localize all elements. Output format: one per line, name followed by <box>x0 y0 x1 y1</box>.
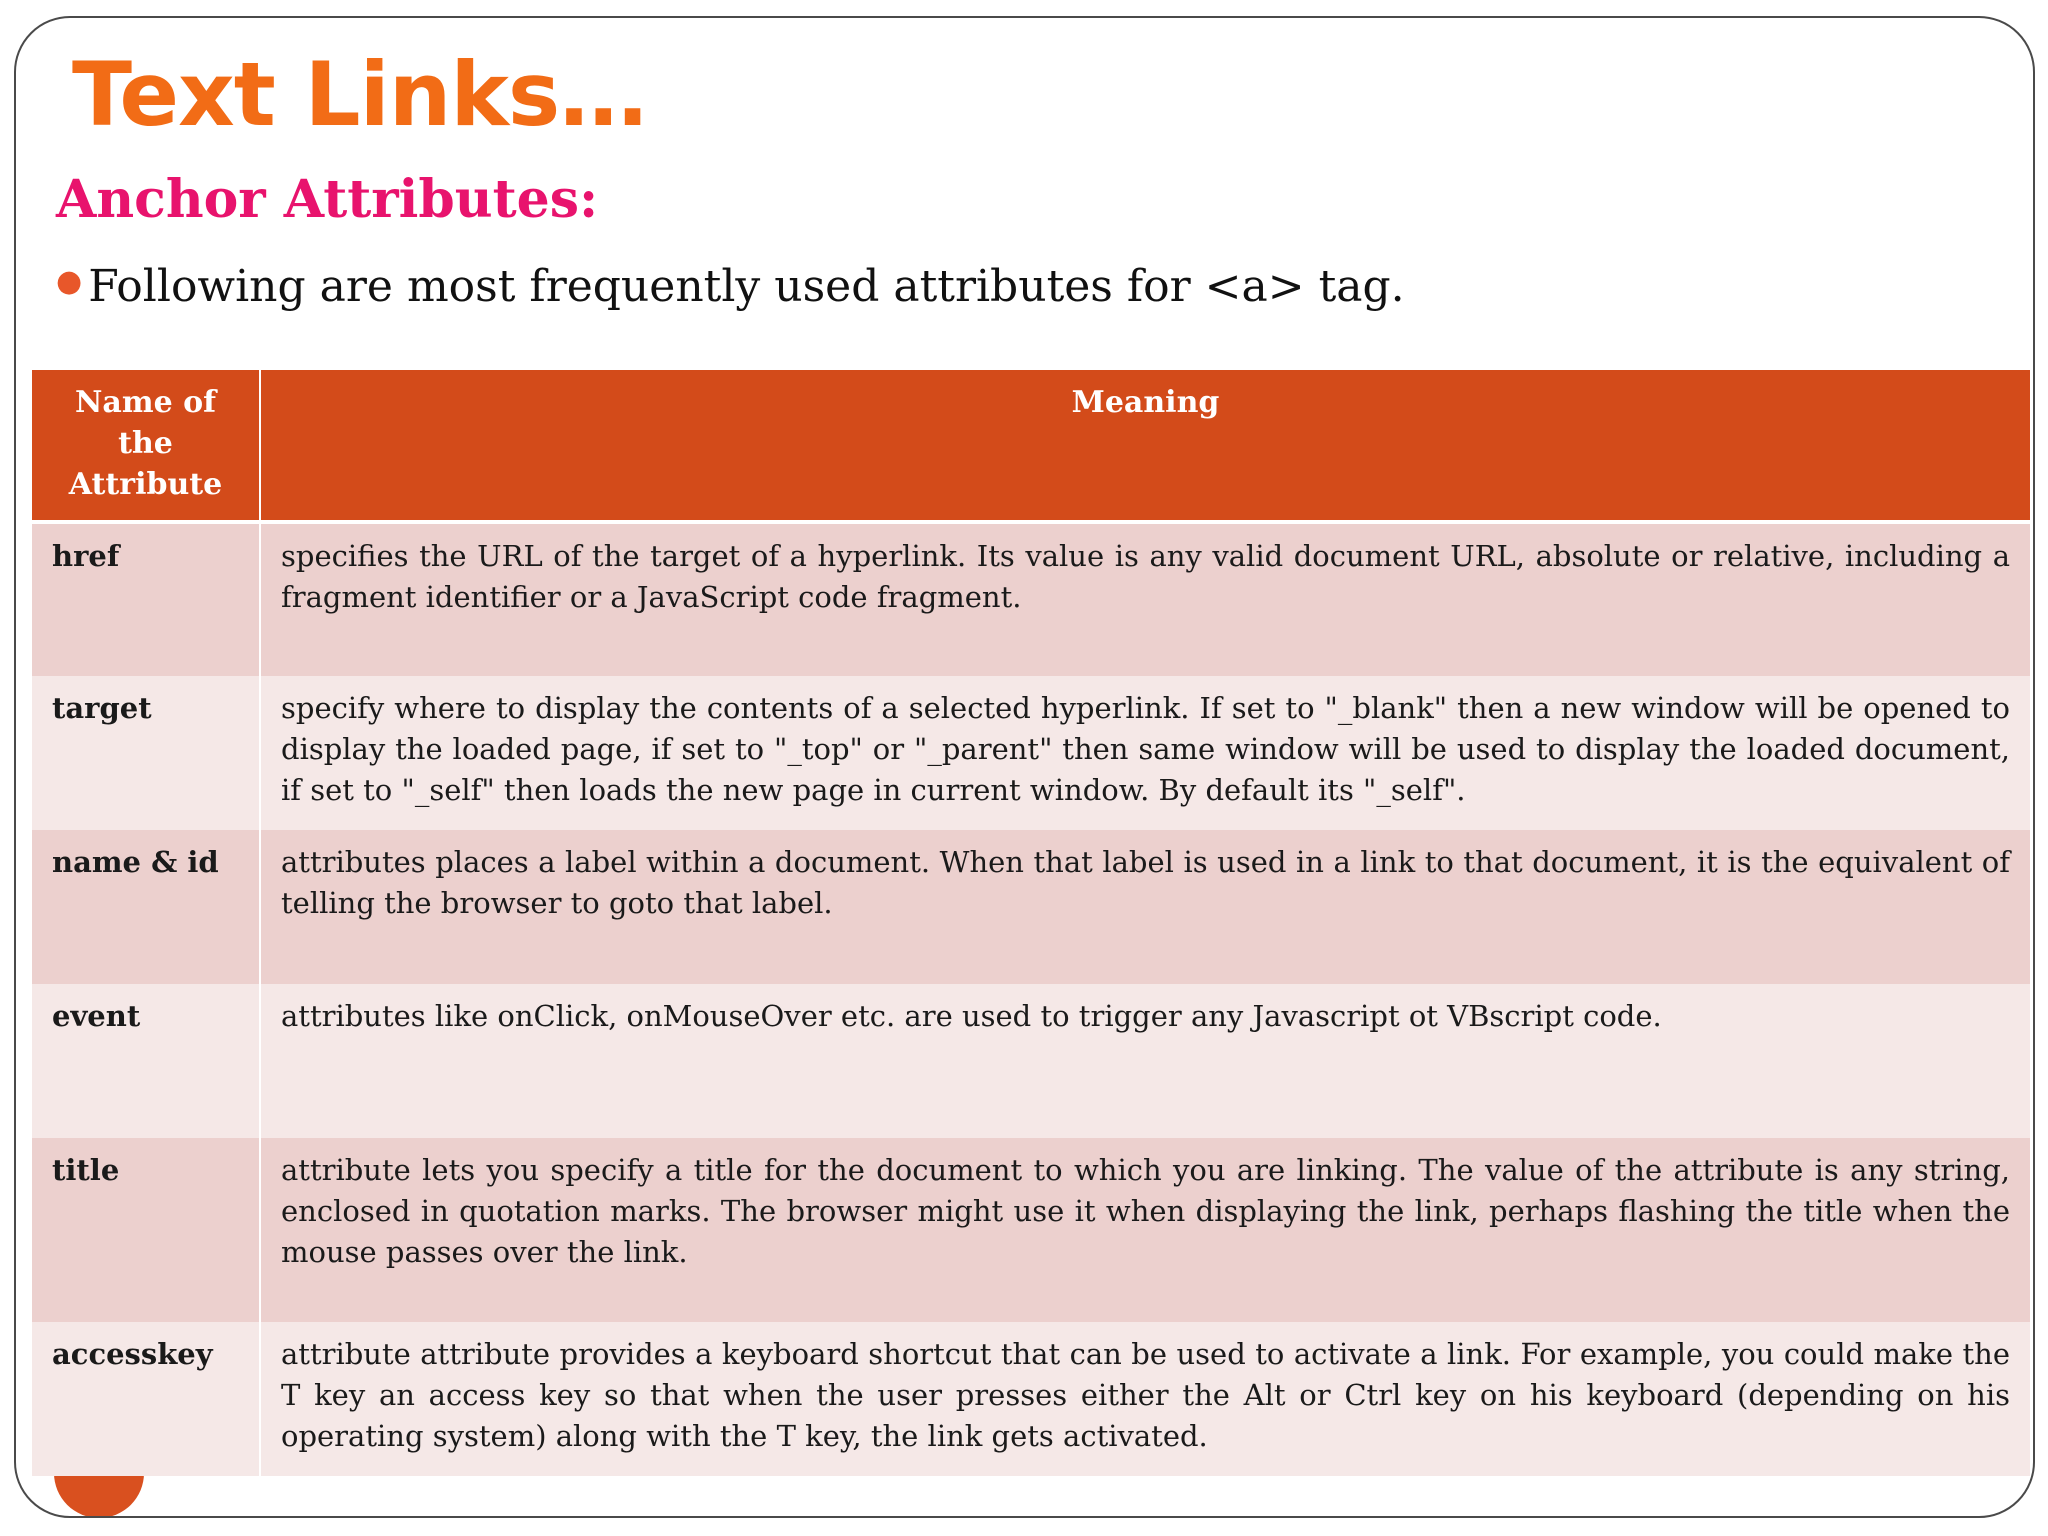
table-header-row <box>32 370 2030 522</box>
attribute-name: href <box>32 522 260 676</box>
attribute-meaning: specify where to display the contents of a selected hyperlink. If set to "_blank" then a new window will be opened to display the loaded page, if set to "_top" or "_parent" then same window will be used to display the loaded document, if set to "_self" then loads the new page in current window. By default its "_self". <box>260 676 2030 830</box>
attribute-name: accesskey <box>32 1322 260 1476</box>
bullet-item <box>56 250 1405 319</box>
attribute-meaning: attributes places a label within a document. When that label is used in a link to that document, it is the equivalent of telling the browser to goto that label. <box>260 830 2030 984</box>
section-heading: Anchor Attributes: <box>56 169 599 230</box>
attributes-table <box>32 370 2030 1476</box>
table-row <box>32 1322 2030 1476</box>
table-row <box>32 1138 2030 1322</box>
attribute-name: name & id <box>32 830 260 984</box>
bullet-dot-icon: ● <box>56 264 83 299</box>
table-row <box>32 984 2030 1138</box>
attribute-meaning: attributes like onClick, onMouseOver etc. are used to trigger any Javascript ot VBscript code. <box>260 984 2030 1138</box>
table-row <box>32 830 2030 984</box>
column-header-name: Name of the Attribute <box>32 370 260 522</box>
table-row <box>32 676 2030 830</box>
attribute-meaning: attribute attribute provides a keyboard shortcut that can be used to activate a link. For example, you could make the T key an access key so that when the user presses either the Alt or Ctrl key on his keyboard (depending on his operating system) along with the T key, the link gets activated. <box>260 1322 2030 1476</box>
bullet-text: Following are most frequently used attributes for <a> tag. <box>88 261 1405 312</box>
attribute-name: target <box>32 676 260 830</box>
table-row <box>32 522 2030 676</box>
attribute-meaning: specifies the URL of the target of a hyperlink. Its value is any valid document URL, absolute or relative, including a fragment identifier or a JavaScript code fragment. <box>260 522 2030 676</box>
attribute-meaning: attribute lets you specify a title for the document to which you are linking. The value of the attribute is any string, enclosed in quotation marks. The browser might use it when displaying the link, perhaps flashing the title when the mouse passes over the link. <box>260 1138 2030 1322</box>
column-header-meaning: Meaning <box>260 370 2030 522</box>
attribute-name: title <box>32 1138 260 1322</box>
slide-title: Text Links… <box>72 43 647 146</box>
attribute-name: event <box>32 984 260 1138</box>
